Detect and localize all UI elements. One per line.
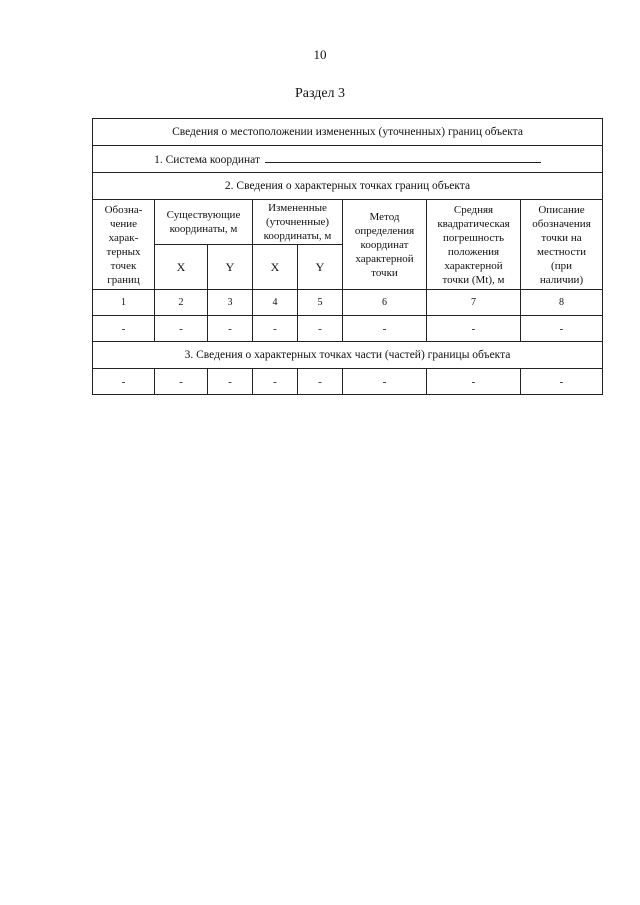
column-number: 7 (427, 290, 521, 316)
coord-system-cell (93, 146, 603, 173)
column-number: 8 (521, 290, 603, 316)
table-cell: - (155, 369, 208, 395)
column-number: 1 (93, 290, 155, 316)
column-number: 5 (298, 290, 343, 316)
table-title-row (93, 119, 603, 146)
table-cell: - (521, 316, 603, 342)
table-cell: - (298, 316, 343, 342)
section2-data-row (93, 316, 603, 342)
header-row (93, 200, 603, 245)
coord-system-label: 1. Система координат (154, 153, 260, 166)
column-number: 2 (155, 290, 208, 316)
column-number: 6 (343, 290, 427, 316)
table-cell: - (208, 369, 253, 395)
column-number: 4 (253, 290, 298, 316)
subheader-x-existing: X (155, 245, 208, 290)
table-cell: - (253, 316, 298, 342)
table-cell: - (298, 369, 343, 395)
section3-label-row (93, 342, 603, 369)
column-number-row (93, 290, 603, 316)
header-method: Метод определения координат характерной точки (343, 200, 427, 290)
header-accuracy: Средняя квадратическая погрешность положения характерной точки (Mt), м (427, 200, 521, 290)
coord-system-row (93, 146, 603, 173)
column-number: 3 (208, 290, 253, 316)
subheader-x-changed: X (253, 245, 298, 290)
page-number: 10 (313, 47, 327, 62)
table-cell: - (208, 316, 253, 342)
table-cell: - (93, 369, 155, 395)
section2-label: 2. Сведения о характерных точках границ объекта (93, 173, 603, 200)
header-existing-coords: Существующие координаты, м (155, 200, 253, 245)
header-description: Описание обозначения точки на местности (при наличии) (521, 200, 603, 290)
table-title: Сведения о местоположении измененных (уточненных) границ объекта (93, 119, 603, 146)
section-title: Раздел 3 (294, 86, 346, 101)
table-cell: - (155, 316, 208, 342)
table-cell: - (343, 369, 427, 395)
subheader-y-existing: Y (208, 245, 253, 290)
table-cell: - (427, 369, 521, 395)
table-cell: - (93, 316, 155, 342)
subheader-y-changed: Y (298, 245, 343, 290)
table-cell: - (427, 316, 521, 342)
section3-label: 3. Сведения о характерных точках части (частей) границы объекта (93, 342, 603, 369)
header-changed-coords: Измененные (уточненные) координаты, м (253, 200, 343, 245)
section2-label-row (93, 173, 603, 200)
section3-data-row (93, 369, 603, 395)
header-designation: Обозна- чение харак- терных точек границ (93, 200, 155, 290)
boundary-info-table (92, 118, 603, 395)
table-cell: - (253, 369, 298, 395)
table-cell: - (343, 316, 427, 342)
table-cell: - (521, 369, 603, 395)
coord-system-fill-line (265, 152, 541, 163)
